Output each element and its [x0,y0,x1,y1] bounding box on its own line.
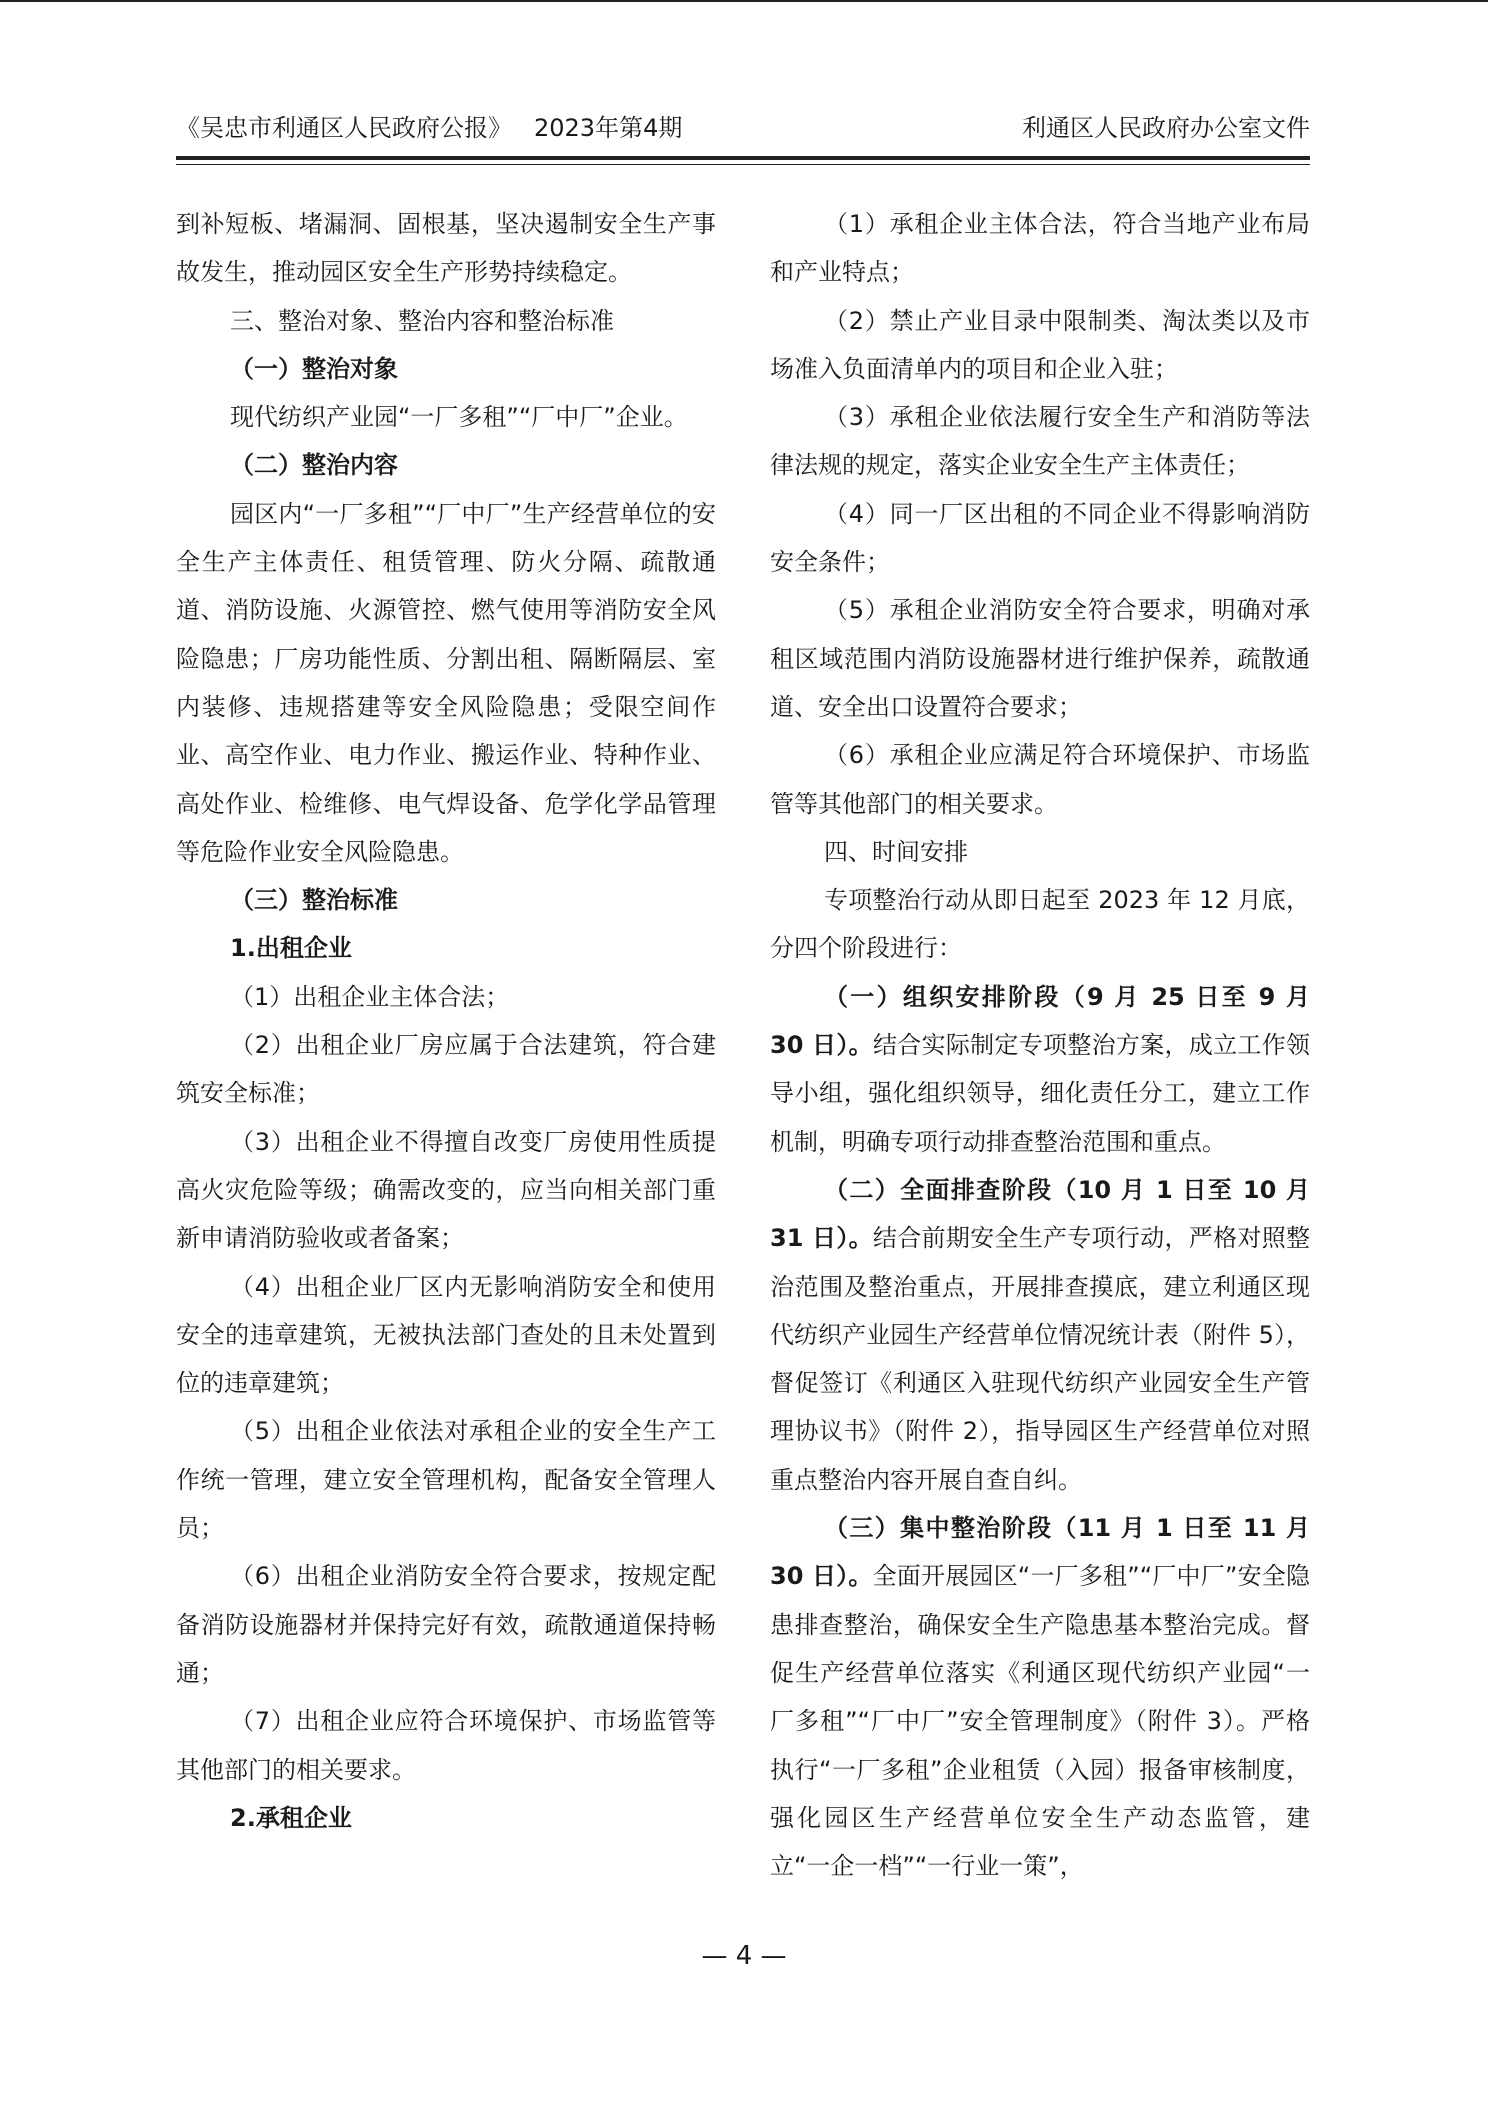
lessor-item: （1）出租企业主体合法； [230,982,510,1011]
stage-2-text: 结合前期安全生产专项行动，严格对照整治范围及整治重点，开展排查摸底，建立利通区现代纺织产业园生产经营单位情况统计表（附件 5），督促签订《利通区入驻现代纺织产业园安全生产管理协议书》（附件 2），指导园区生产经营单位对照重点整治内容开展自查自纠。 [770,1224,1310,1494]
lessee-item: （3）承租企业依法履行安全生产和消防等法律法规的规定，落实企业安全生产主体责任； [770,403,1310,480]
header-gazette-title: 《吴忠市利通区人民政府公报》 [176,114,512,142]
lessee-item: （5）承租企业消防安全符合要求，明确对承租区域范围内消防设施器材进行维护保养，疏散通道、安全出口设置符合要求； [770,596,1310,721]
subheading-standards: （三）整治标准 [230,886,398,915]
page-top-border [0,0,1488,2]
paragraph-continued: 到补短板、堵漏洞、固根基，坚决遏制安全生产事故发生，推动园区安全生产形势持续稳定。 [176,210,716,287]
lessor-item: （7）出租企业应符合环境保护、市场监管等其他部门的相关要求。 [176,1707,716,1784]
lessor-item: （6）出租企业消防安全符合要求，按规定配备消防设施器材并保持完好有效，疏散通道保持畅通； [176,1562,716,1687]
page-number: — 4 — [701,1941,787,1971]
stage-2-paragraph [770,1166,1310,1504]
paragraph-content: 园区内“一厂多租”“厂中厂”生产经营单位的安全生产主体责任、租赁管理、防火分隔、疏散通道、消防设施、火源管控、燃气使用等消防安全风险隐患；厂房功能性质、分割出租、隔断隔层、室内装修、违规搭建等安全风险隐患；受限空间作业、高空作业、电力作业、搬运作业、特种作业、高处作业、检维修、电气焊设备、危学化学品管理等危险作业安全风险隐患。 [176,499,716,866]
stage-2-title: （二）全面排查阶段（10 月 1 日至 10 月 31 日）。 [770,1175,1310,1253]
lessor-item: （4）出租企业厂区内无影响消防安全和使用安全的违章建筑，无被执法部门查处的且未处置到位的违章建筑； [176,1272,716,1398]
lessee-item: （1）承租企业主体合法，符合当地产业布局和产业特点； [770,210,1310,287]
subheading-objects: （一）整治对象 [230,354,398,383]
stage-3-title: （三）集中整治阶段（11 月 1 日至 11 月 30 日）。 [770,1514,1310,1591]
lessee-item: （6）承租企业应满足符合环境保护、市场监管等其他部门的相关要求。 [770,741,1310,818]
paragraph-schedule: 专项整治行动从即日起至 2023 年 12 月底，分四个阶段进行： [770,886,1310,963]
subheading-content: （二）整治内容 [230,451,398,480]
paragraph-objects: 现代纺织产业园“一厂多租”“厂中厂”企业。 [230,403,688,432]
header-gazette-info [176,110,682,146]
section-heading-4: 四、时间安排 [824,837,968,866]
header-issue: 2023年第4期 [534,114,683,142]
header-rule-thick [176,156,1310,160]
stage-1-title: （一）组织安排阶段（9 月 25 日至 9 月 30 日）。 [770,982,1310,1060]
right-column [770,200,1310,1890]
subheading-lessee: 2.承租企业 [230,1803,352,1832]
lessee-item: （2）禁止产业目录中限制类、淘汰类以及市场准入负面清单内的项目和企业入驻； [770,306,1310,383]
subheading-lessor: 1.出租企业 [230,934,352,963]
header-rule-thin [176,164,1310,165]
lessor-item: （3）出租企业不得擅自改变厂房使用性质提高火灾危险等级；确需改变的，应当向相关部门重新申请消防验收或者备案； [176,1127,716,1253]
left-column [176,200,716,1842]
header-office: 利通区人民政府办公室文件 [1022,114,1310,142]
stage-1-paragraph [770,973,1310,1166]
lessee-item: （4）同一厂区出租的不同企业不得影响消防安全条件； [770,499,1310,577]
stage-3-text: 全面开展园区“一厂多租”“厂中厂”安全隐患排查整治，确保安全生产隐患基本整治完成。督促生产经营单位落实《利通区现代纺织产业园“一厂多租”“厂中厂”安全管理制度》（附件 3）。严格执行“一厂多租”企业租赁（入园）报备审核制度，强化园区生产经营单位安全生产动态监管，建立“一企一档”“一行业一策”， [770,1562,1310,1881]
stage-3-paragraph [770,1504,1310,1890]
page-header [176,110,1310,150]
section-heading-3: 三、整治对象、整治内容和整治标准 [230,306,614,335]
stage-1-text: 结合实际制定专项整治方案，成立工作领导小组，强化组织领导，细化责任分工，建立工作机制，明确专项行动排查整治范围和重点。 [770,1031,1310,1156]
lessor-item: （5）出租企业依法对承租企业的安全生产工作统一管理，建立安全管理机构，配备安全管理人员； [176,1417,716,1543]
lessor-item: （2）出租企业厂房应属于合法建筑，符合建筑安全标准； [176,1031,716,1108]
